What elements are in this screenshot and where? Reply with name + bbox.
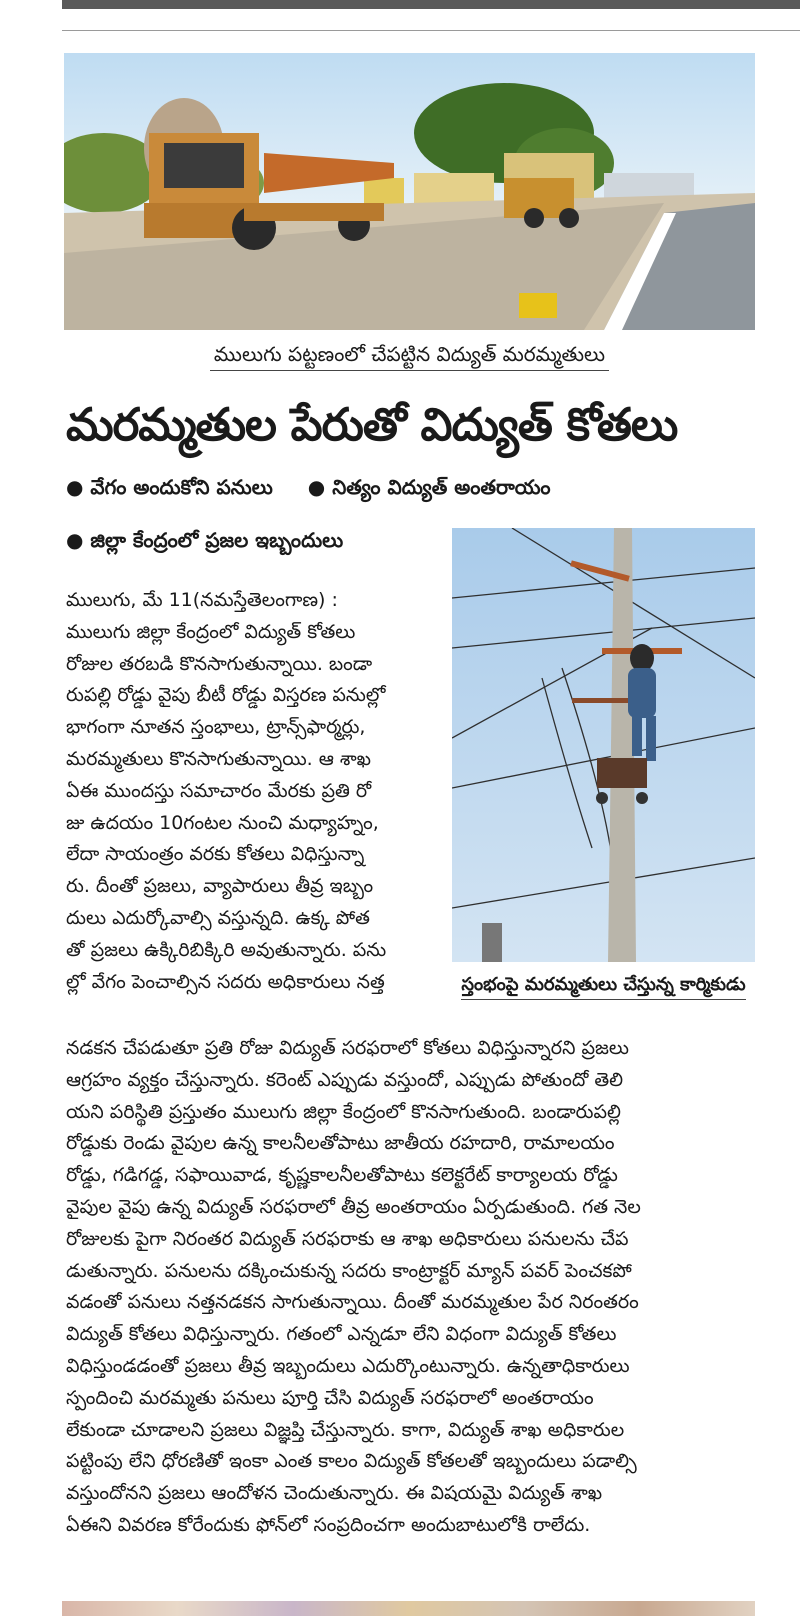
pole-worker-photo bbox=[452, 528, 755, 962]
article-line: రుపల్లి రోడ్డు వైపు బీటీ రోడ్డు విస్తరణ పనుల్లో bbox=[66, 684, 386, 707]
bullet-item bbox=[308, 475, 551, 499]
article-line: రోడ్డు, గడిగడ్డ, సఫాయివాడ, కృష్ణకాలనీలతోపాటు కలెక్టరేట్ కార్యాలయ రోడ్డు bbox=[66, 1164, 618, 1187]
bullet-text: నిత్యం విద్యుత్ అంతరాయం bbox=[332, 475, 551, 499]
article-line: లేదా సాయంత్రం వరకు కోతలు విధిస్తున్నా bbox=[66, 843, 365, 866]
article-line: విద్యుత్ కోతలు విధిస్తున్నారు. గతంలో ఎన్నడూ లేని విధంగా విద్యుత్ కోతలు bbox=[66, 1323, 617, 1346]
article-line: రోడ్డుకు రెండు వైపుల ఉన్న కాలనీలతోపాటు జాతీయ రహదారి, రామాలయం bbox=[66, 1132, 615, 1155]
article-line: వడంతో పనులు నత్తనడకన సాగుతున్నాయి. దీంతో మరమ్మతుల పేర నిరంతరం bbox=[66, 1291, 639, 1314]
article-line: ములుగు జిల్లా కేంద్రంలో విద్యుత్ కోతలు bbox=[66, 620, 356, 643]
bullet-row bbox=[66, 475, 579, 504]
article-line: భాగంగా నూతన స్తంభాలు, ట్రాన్స్‌ఫార్మర్లు, bbox=[66, 716, 366, 739]
article-line: దులు ఎదుర్కోవాల్సి వస్తున్నది. ఉక్క పోత bbox=[66, 906, 370, 929]
article-body-wide bbox=[66, 1033, 756, 1542]
article-line: ములుగు, మే 11(నమస్తేతెలంగాణ) : bbox=[66, 589, 338, 611]
article-line: వైపుల వైపు ఉన్న విద్యుత్ సరఫరాలో తీవ్ర అంతరాయం ఏర్పడుతుంది. గత నెల bbox=[66, 1195, 641, 1218]
article-line: ఏఈని వివరణ కోరేందుకు ఫోన్‌లో సంప్రదించగా అందుబాటులోకి రాలేదు. bbox=[66, 1513, 591, 1536]
article-line: రోజుల తరబడి కొనసాగుతున్నాయి. బండా bbox=[66, 652, 373, 675]
bottom-image-strip bbox=[62, 1601, 755, 1616]
article-line: యని పరిస్థితి ప్రస్తుతం ములుగు జిల్లా కేంద్రంలో కొనసాగుతుంది. బండారుపల్లి bbox=[66, 1100, 621, 1123]
article-line: రు. దీంతో ప్రజలు, వ్యాపారులు తీవ్ర ఇబ్బం bbox=[66, 875, 374, 898]
article-line: లేకుండా చూడాలని ప్రజలు విజ్ఞప్తి చేస్తున్నారు. కాగా, విద్యుత్ శాఖ అధికారుల bbox=[66, 1418, 625, 1441]
top-border-bar bbox=[62, 0, 800, 9]
bullet-dot-icon: ● bbox=[66, 475, 84, 499]
article-line: మరమ్మతులు కొనసాగుతున్నాయి. ఆ శాఖ bbox=[66, 747, 372, 770]
article-line: తో ప్రజలు ఉక్కిరిబిక్కిరి అవుతున్నారు. పను bbox=[66, 938, 387, 961]
bullet-item bbox=[66, 528, 343, 557]
article-line: పట్టింపు లేని ధోరణితో ఇంకా ఎంత కాలం విద్యుత్ కోతలతో ఇబ్బందులు పడాల్సి bbox=[66, 1450, 637, 1473]
article-body-narrow bbox=[66, 585, 442, 998]
photo-side-caption-text: స్తంభంపై మరమ్మతులు చేస్తున్న కార్మికుడు bbox=[461, 974, 745, 1000]
photo-top-caption-text: ములుగు పట్టణంలో చేపట్టిన విద్యుత్ మరమ్మతులు bbox=[210, 342, 609, 371]
top-rule bbox=[62, 30, 800, 31]
bullet-text: జిల్లా కేంద్రంలో ప్రజల ఇబ్బందులు bbox=[90, 528, 344, 552]
article-line: ఆగ్రహం వ్యక్తం చేస్తున్నారు. కరెంట్ ఎప్పుడు వస్తుందో, ఎప్పుడు పోతుందో తెలి bbox=[66, 1068, 624, 1091]
article-line: నడకన చేపడుతూ ప్రతి రోజు విద్యుత్ సరఫరాలో కోతలు విధిస్తున్నారని ప్రజలు bbox=[66, 1037, 629, 1059]
article-line: వస్తుందోనని ప్రజలు ఆందోళన చెందుతున్నారు. ఈ విషయమై విద్యుత్ శాఖ bbox=[66, 1482, 603, 1505]
bullet-dot-icon: ● bbox=[307, 475, 326, 499]
article-line: డుతున్నారు. పనులను దక్కించుకున్న సదరు కాంట్రాక్టర్ మ్యాన్ పవర్ పెంచకపో bbox=[66, 1259, 632, 1282]
article-line: విధిస్తుండడంతో ప్రజలు తీవ్ర ఇబ్బందులు ఎదుర్కొంటున్నారు. ఉన్నతాధికారులు bbox=[66, 1354, 630, 1377]
headline: మరమ్మతుల పేరుతో విద్యుత్ కోతలు bbox=[66, 398, 678, 451]
bullet-dot-icon: ● bbox=[66, 528, 84, 552]
article-line: ల్లో వేగం పెంచాల్సిన సదరు అధికారులు నత్త bbox=[66, 970, 385, 993]
bullet-item bbox=[66, 475, 280, 499]
article-line: రోజులకు పైగా నిరంతర విద్యుత్ సరఫరాకు ఆ శాఖ అధికారులు పనులను చేప bbox=[66, 1227, 629, 1250]
article-line: ఏఈ ముందస్తు సమాచారం మేరకు ప్రతి రో bbox=[66, 779, 372, 802]
photo-side-caption bbox=[452, 974, 755, 999]
road-repair-photo bbox=[64, 53, 755, 330]
bullet-text: వేగం అందుకోని పనులు bbox=[90, 475, 273, 499]
photo-top-caption bbox=[64, 342, 755, 371]
article-line: స్పందించి మరమ్మతు పనులు పూర్తి చేసి విద్యుత్ సరఫరాలో అంతరాయం bbox=[66, 1386, 594, 1409]
article-line: జు ఉదయం 10గంటల నుంచి మధ్యాహ్నం, bbox=[66, 811, 379, 834]
